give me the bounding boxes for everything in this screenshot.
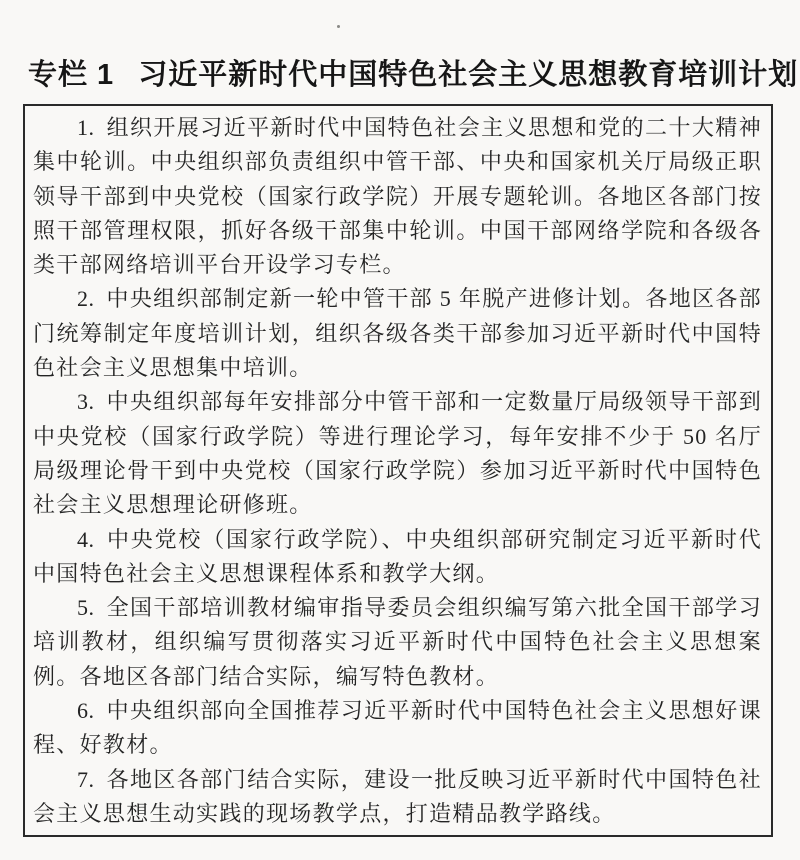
paragraph-6 (33, 694, 762, 763)
bordered-content-box (23, 104, 773, 837)
paragraph-1-number: 1. (77, 115, 95, 140)
paragraph-6-number: 6. (77, 698, 95, 724)
paragraph-2 (33, 282, 762, 385)
paragraph-4-number: 4. (77, 526, 95, 552)
paragraph-7 (33, 763, 762, 832)
paragraph-6-text: 中央组织部向全国推荐习近平新时代中国特色社会主义思想好课程、好教材。 (33, 698, 762, 758)
paragraph-4-text: 中央党校（国家行政学院）、中央组织部研究制定习近平新时代中国特色社会主义思想课程体系和教学大纲。 (33, 526, 762, 586)
scan-artifact-dot (337, 25, 340, 28)
column-number-label: 专栏 1 (28, 59, 115, 92)
paragraph-4 (33, 523, 762, 592)
paragraph-2-number: 2. (77, 286, 95, 312)
paragraph-3 (33, 385, 762, 522)
paragraph-1 (33, 111, 762, 282)
page-title (28, 52, 799, 93)
column-title-text: 习近平新时代中国特色社会主义思想教育培训计划 (138, 59, 799, 92)
paragraph-5 (33, 591, 762, 694)
paragraph-7-number: 7. (77, 766, 95, 792)
paragraph-5-number: 5. (77, 595, 95, 621)
paragraph-3-number: 3. (77, 389, 95, 415)
paragraph-7-text: 各地区各部门结合实际，建设一批反映习近平新时代中国特色社会主义思想生动实践的现场教学点，打造精品教学路线。 (33, 766, 762, 826)
paragraph-2-text: 中央组织部制定新一轮中管干部 5 年脱产进修计划。各地区各部门统筹制定年度培训计划，组织各级各类干部参加习近平新时代中国特色社会主义思想集中培训。 (33, 286, 762, 381)
paragraph-1-text: 组织开展习近平新时代中国特色社会主义思想和党的二十大精神集中轮训。中央组织部负责组织中管干部、中央和国家机关厅局级正职领导干部到中央党校（国家行政学院）开展专题轮训。各地区各部门按照干部管理权限，抓好各级干部集中轮训。中国干部网络学院和各级各类干部网络培训平台开设学习专栏。 (33, 115, 762, 278)
paragraph-3-text: 中央组织部每年安排部分中管干部和一定数量厅局级领导干部到中央党校（国家行政学院）等进行理论学习，每年安排不少于 50 名厅局级理论骨干到中央党校（国家行政学院）参加习近平新时代中国特色社会主义思想理论研修班。 (33, 389, 762, 518)
paragraph-5-text: 全国干部培训教材编审指导委员会组织编写第六批全国干部学习培训教材，组织编写贯彻落实习近平新时代中国特色社会主义思想案例。各地区各部门结合实际，编写特色教材。 (33, 595, 762, 689)
